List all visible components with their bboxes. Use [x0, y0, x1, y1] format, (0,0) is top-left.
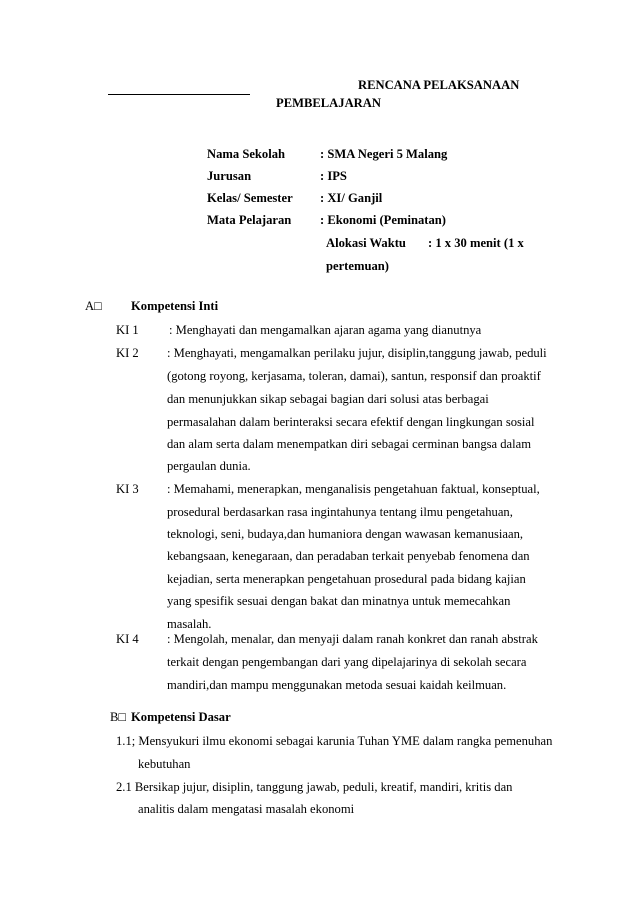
ki-text-line: terkait dengan pengembangan dari yang dipelajarinya di sekolah secara — [167, 655, 527, 669]
ki-text-line: mandiri,dan mampu menggunakan metoda sesuai kaidah keilmuan. — [167, 678, 507, 692]
kd-text-line: 2.1 Bersikap jujur, disiplin, tanggung jawab, peduli, kreatif, mandiri, kritis dan — [116, 780, 513, 794]
kd-text-line: analitis dalam mengatasi masalah ekonomi — [138, 802, 355, 816]
ki-code: KI 2 — [116, 346, 139, 360]
kd-text-line: kebutuhan — [138, 757, 191, 771]
section-b-marker: B□ — [110, 710, 127, 724]
section-a-title: Kompetensi Inti — [131, 299, 219, 313]
identity-label: Kelas/ Semester — [207, 191, 293, 205]
section-a-marker: A□ — [85, 299, 102, 313]
ki-code: KI 1 — [116, 323, 139, 337]
header-rule — [108, 94, 250, 95]
title-line-1: RENCANA PELAKSANAAN — [358, 78, 520, 92]
identity-value: : IPS — [320, 169, 347, 183]
ki-text-line: pergaulan dunia. — [167, 459, 251, 473]
kd-text-line: 1.1; Mensyukuri ilmu ekonomi sebagai karunia Tuhan YME dalam rangka pemenuhan — [116, 734, 553, 748]
section-b-title: Kompetensi Dasar — [131, 710, 231, 724]
ki-text-line: dan menunjukkan sikap sebagai bagian dari solusi atas berbagai — [167, 392, 489, 406]
ki-text-line: kejadian, serta menerapkan pengetahuan prosedural pada bidang kajian — [167, 572, 526, 586]
identity-value: : Ekonomi (Peminatan) — [320, 213, 446, 227]
ki-text-line: : Menghayati dan mengamalkan ajaran agama yang dianutnya — [169, 323, 482, 337]
ki-text-line: dan alam serta dalam menempatkan diri sebagai cerminan bangsa dalam — [167, 437, 532, 451]
identity-value: : SMA Negeri 5 Malang — [320, 147, 448, 161]
title-line-2: PEMBELAJARAN — [276, 96, 381, 110]
identity-label: Jurusan — [207, 169, 252, 183]
ki-text-line: : Mengolah, menalar, dan menyaji dalam ranah konkret dan ranah abstrak — [167, 632, 538, 646]
alokasi-value: : 1 x 30 menit (1 x — [428, 236, 524, 250]
ki-text-line: (gotong royong, kerjasama, toleran, damai), santun, responsif dan proaktif — [167, 369, 541, 383]
ki-text-line: masalah. — [167, 617, 212, 631]
ki-code: KI 4 — [116, 632, 139, 646]
alokasi-continuation: pertemuan) — [326, 259, 389, 273]
ki-text-line: : Memahami, menerapkan, menganalisis pengetahuan faktual, konseptual, — [167, 482, 540, 496]
identity-label: Nama Sekolah — [207, 147, 286, 161]
ki-text-line: permasalahan dalam berinteraksi secara efektif dengan lingkungan sosial — [167, 415, 535, 429]
ki-text-line: yang spesifik sesuai dengan bakat dan minatnya untuk memecahkan — [167, 594, 511, 608]
alokasi-label: Alokasi Waktu — [326, 236, 406, 250]
ki-text-line: : Menghayati, mengamalkan perilaku jujur, disiplin,tanggung jawab, peduli — [167, 346, 547, 360]
ki-text-line: teknologi, seni, budaya,dan humaniora dengan wawasan kemanusiaan, — [167, 527, 524, 541]
identity-value: : XI/ Ganjil — [320, 191, 383, 205]
identity-label: Mata Pelajaran — [207, 213, 292, 227]
ki-code: KI 3 — [116, 482, 139, 496]
ki-text-line: kebangsaan, kenegaraan, dan peradaban terkait penyebab fenomena dan — [167, 549, 530, 563]
ki-text-line: prosedural berdasarkan rasa ingintahunya tentang ilmu pengetahuan, — [167, 505, 513, 519]
